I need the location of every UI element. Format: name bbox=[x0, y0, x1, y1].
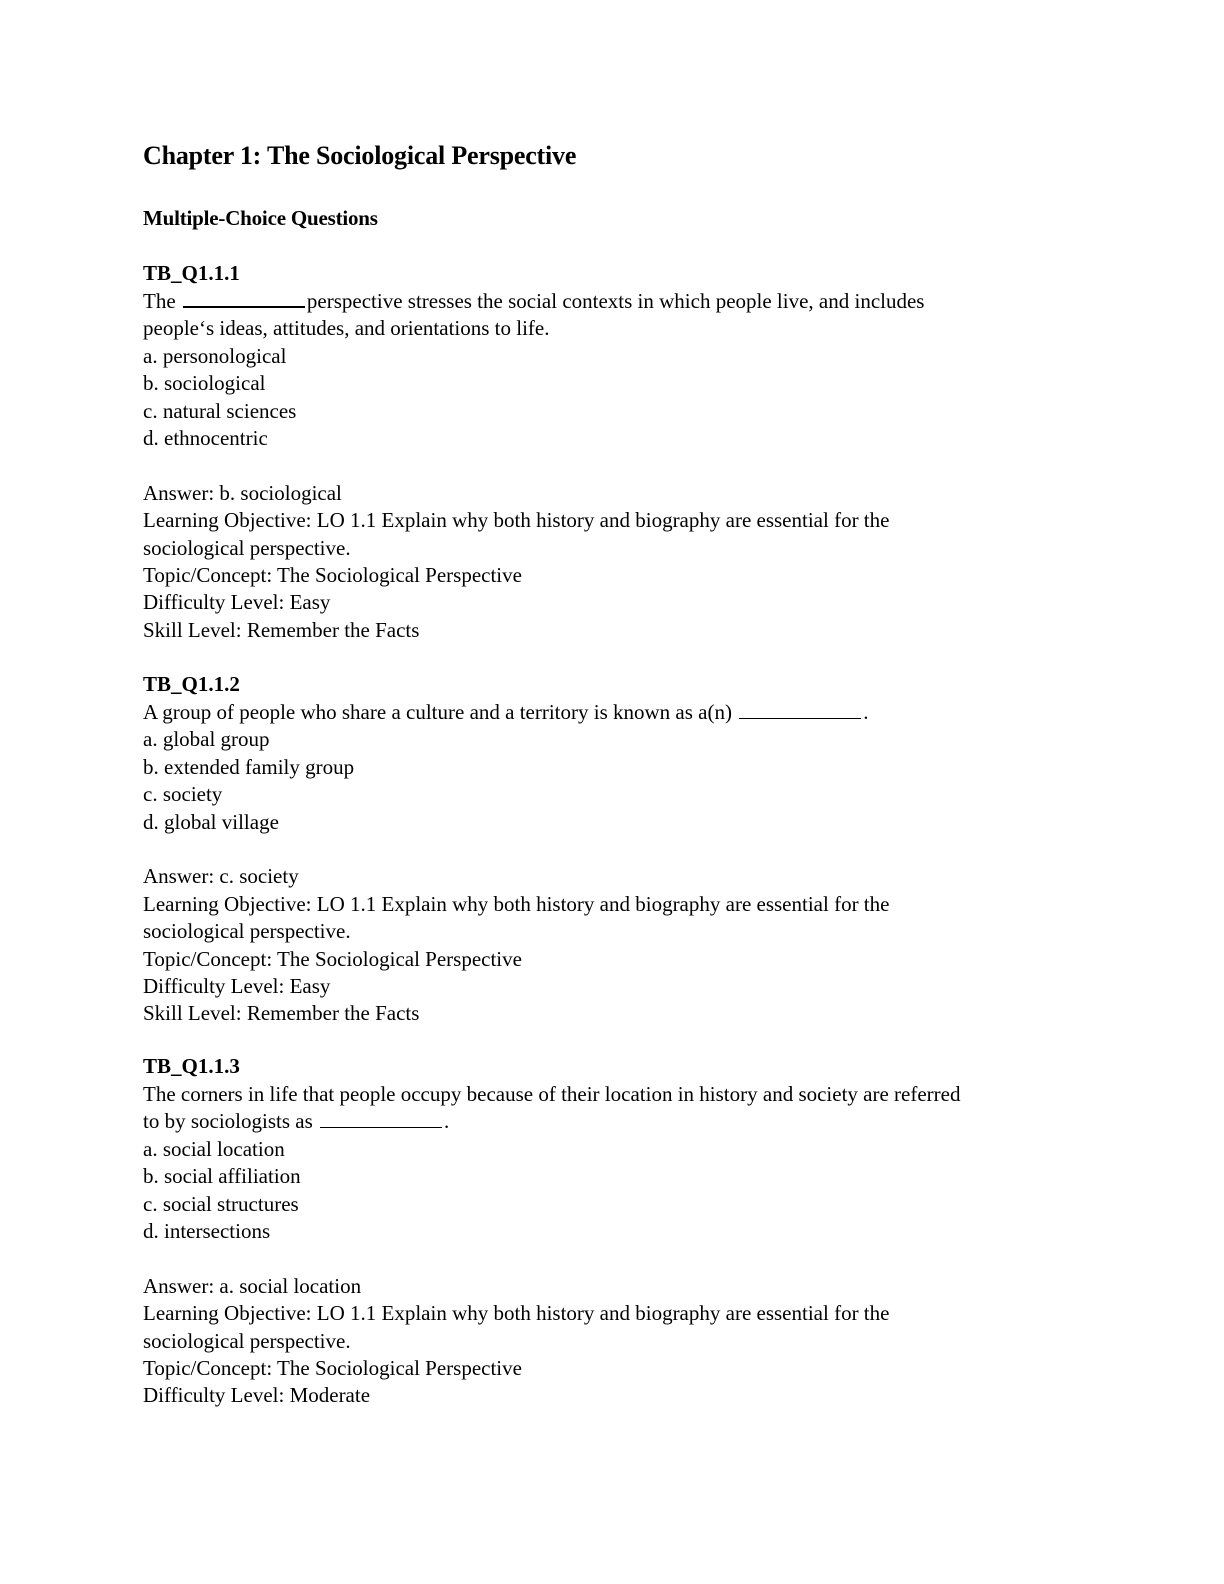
answer: Answer: b. sociological bbox=[143, 480, 342, 505]
learning-objective: Learning Objective: LO 1.1 Explain why both history and biography are essential for the bbox=[143, 891, 890, 916]
topic-concept: Topic/Concept: The Sociological Perspective bbox=[143, 562, 522, 587]
difficulty-level: Difficulty Level: Easy bbox=[143, 590, 331, 615]
option-c: c. society bbox=[143, 782, 223, 807]
option-a: a. global group bbox=[143, 727, 270, 752]
option-b: b. social affiliation bbox=[143, 1164, 301, 1189]
stem-text: . bbox=[444, 1109, 450, 1134]
difficulty-level: Difficulty Level: Easy bbox=[143, 973, 331, 998]
question-block bbox=[143, 1053, 1103, 1410]
answer-blank bbox=[320, 1109, 442, 1128]
question-stem bbox=[143, 699, 1103, 726]
question-stem bbox=[143, 288, 1103, 315]
learning-objective: Learning Objective: LO 1.1 Explain why both history and biography are essential for the bbox=[143, 1301, 890, 1326]
question-block bbox=[143, 671, 1103, 1028]
option-a: a. social location bbox=[143, 1136, 285, 1161]
skill-level: Skill Level: Remember the Facts bbox=[143, 1001, 420, 1026]
difficulty-level: Difficulty Level: Moderate bbox=[143, 1383, 371, 1408]
chapter-title: Chapter 1: The Sociological Perspective bbox=[143, 141, 577, 170]
skill-level: Skill Level: Remember the Facts bbox=[143, 617, 420, 642]
question-id: TB_Q1.1.1 bbox=[143, 261, 240, 285]
learning-objective-cont: sociological perspective. bbox=[143, 1328, 351, 1353]
question-stem-line: people‘s ideas, attitudes, and orientations to life. bbox=[143, 316, 550, 341]
question-block bbox=[143, 260, 1103, 644]
option-d: d. ethnocentric bbox=[143, 425, 268, 450]
question-stem: The corners in life that people occupy because of their location in history and society are referred bbox=[143, 1082, 961, 1106]
topic-concept: Topic/Concept: The Sociological Perspective bbox=[143, 1355, 522, 1380]
option-d: d. intersections bbox=[143, 1218, 271, 1243]
learning-objective: Learning Objective: LO 1.1 Explain why both history and biography are essential for the bbox=[143, 508, 890, 533]
option-b: b. extended family group bbox=[143, 754, 355, 779]
stem-text: The bbox=[143, 289, 181, 313]
stem-text: . bbox=[863, 700, 869, 724]
option-d: d. global village bbox=[143, 809, 279, 834]
answer-blank bbox=[183, 288, 305, 308]
topic-concept: Topic/Concept: The Sociological Perspective bbox=[143, 946, 522, 971]
learning-objective-cont: sociological perspective. bbox=[143, 535, 351, 560]
question-id: TB_Q1.1.3 bbox=[143, 1054, 240, 1078]
answer: Answer: c. society bbox=[143, 864, 299, 889]
option-c: c. social structures bbox=[143, 1191, 299, 1216]
option-b: b. sociological bbox=[143, 371, 266, 396]
stem-text: A group of people who share a culture and a territory is known as a(n) bbox=[143, 700, 738, 724]
option-c: c. natural sciences bbox=[143, 398, 297, 423]
question-stem-line bbox=[143, 1108, 1103, 1135]
section-title: Multiple-Choice Questions bbox=[143, 206, 378, 230]
stem-text: perspective stresses the social contexts in which people live, and includes bbox=[306, 289, 925, 313]
learning-objective-cont: sociological perspective. bbox=[143, 919, 351, 944]
question-id: TB_Q1.1.2 bbox=[143, 672, 240, 696]
answer: Answer: a. social location bbox=[143, 1273, 362, 1298]
option-a: a. personological bbox=[143, 343, 287, 368]
stem-text: to by sociologists as bbox=[143, 1109, 319, 1134]
answer-blank bbox=[739, 700, 861, 719]
